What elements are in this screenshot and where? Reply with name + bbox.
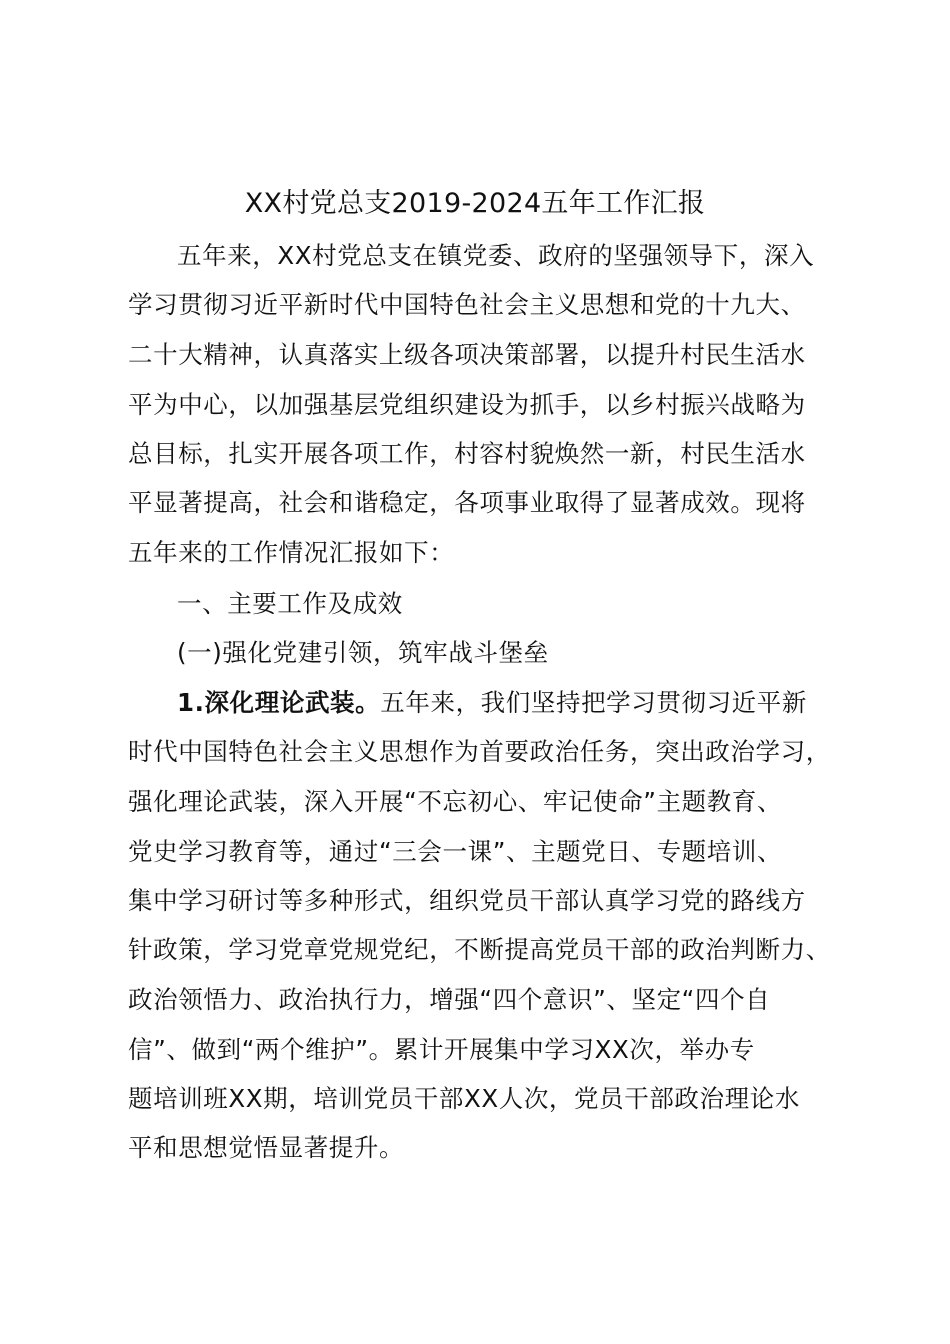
intro-line-7: 五年来的工作情况汇报如下：: [128, 538, 455, 567]
item1-line-7: 政治领悟力、政治执行力，增强“四个意识”、坚定“四个自: [128, 985, 771, 1014]
item1-line-6: 针政策，学习党章党规党纪，不断提高党员干部的政治判断力、: [128, 935, 831, 964]
intro-line-1: 五年来，XX村党总支在镇党委、政府的坚强领导下，深入: [177, 241, 815, 270]
intro-line-5: 总目标，扎实开展各项工作，村容村貌焕然一新，村民生活水: [128, 439, 806, 468]
item1-line-10: 平和思想觉悟显著提升。: [128, 1133, 405, 1162]
intro-line-4: 平为中心，以加强基层党组织建设为抓手，以乡村振兴战略为: [128, 390, 806, 419]
item1-bold-lead: 1.深化理论武装。: [177, 688, 381, 717]
subsection-heading: (一)强化党建引领，筑牢战斗堡垒: [177, 638, 549, 667]
section-heading: 一、主要工作及成效: [177, 589, 403, 618]
intro-line-6: 平显著提高，社会和谐稳定，各项事业取得了显著成效。现将: [128, 488, 806, 517]
item1-line-9: 题培训班XX期，培训党员干部XX人次，党员干部政治理论水: [128, 1084, 800, 1113]
item1-first-line-rest: 五年来，我们坚持把学习贯彻习近平新: [380, 688, 807, 717]
item1-line-5: 集中学习研讨等多种形式，组织党员干部认真学习党的路线方: [128, 886, 806, 915]
item1-line-2: 时代中国特色社会主义思想作为首要政治任务，突出政治学习，: [128, 737, 831, 766]
item1-line-4: 党史学习教育等，通过“三会一课”、主题党日、专题培训、: [128, 837, 783, 866]
item1-first-line: [177, 683, 897, 723]
item1-line-3: 强化理论武装，深入开展“不忘初心、牢记使命”主题教育、: [128, 787, 783, 816]
intro-line-2: 学习贯彻习近平新时代中国特色社会主义思想和党的十九大、: [128, 290, 806, 319]
intro-line-3: 二十大精神，认真落实上级各项决策部署，以提升村民生活水: [128, 340, 806, 369]
item1-line-8: 信”、做到“两个维护”。累计开展集中学习XX次，举办专: [128, 1035, 755, 1064]
document-title: XX村党总支2019-2024五年工作汇报: [244, 188, 706, 219]
